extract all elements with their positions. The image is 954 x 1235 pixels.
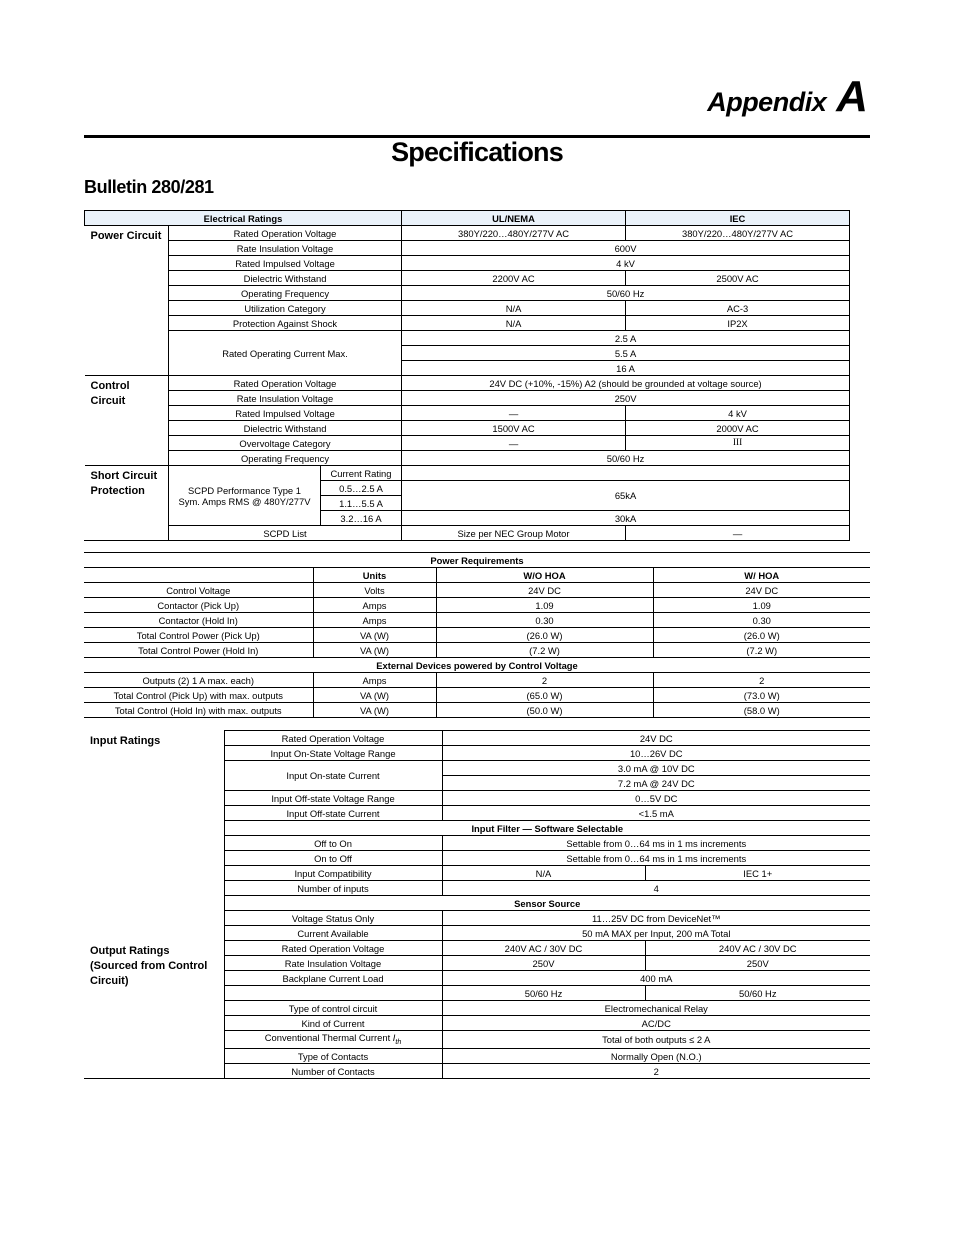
sensor-source-title: Sensor Source (224, 896, 870, 911)
value-cell: 50/60 Hz (442, 986, 645, 1001)
value-cell: N/A (442, 866, 645, 881)
param-cell: Type of Contacts (224, 1049, 442, 1064)
value-cell: 50 mA MAX per Input, 200 mA Total (442, 926, 870, 941)
value-cell: 50/60 Hz (645, 986, 870, 1001)
wo-hoa-cell: 2 (436, 673, 653, 688)
scpd-performance-cell (169, 466, 321, 526)
ul-cell: Size per NEC Group Motor (402, 526, 626, 541)
param-cell: Rated Operating Current Max. (169, 331, 402, 376)
iec-cell: — (626, 526, 850, 541)
param-cell: Off to On (224, 836, 442, 851)
w-hoa-cell: 1.09 (653, 598, 870, 613)
wo-hoa-cell: (26.0 W) (436, 628, 653, 643)
param-cell: SCPD List (169, 526, 402, 541)
iec-cell: AC-3 (626, 301, 850, 316)
col-header-units: Units (313, 568, 436, 583)
table-row (84, 731, 870, 746)
param-cell: Current Available (224, 926, 442, 941)
range-cell: 0.5…2.5 A (321, 481, 402, 496)
table-row (85, 286, 850, 301)
param-cell: Contactor (Pick Up) (84, 598, 313, 613)
external-devices-title: External Devices powered by Control Voltage (84, 658, 870, 673)
w-hoa-cell: (73.0 W) (653, 688, 870, 703)
param-cell: Rate Insulation Voltage (224, 956, 442, 971)
param-cell: Rated Operation Voltage (224, 731, 442, 746)
output-ratings-label: Output Ratings (Sourced from Control Circuit) (84, 941, 224, 1079)
value-cell: Total of both outputs ≤ 2 A (442, 1031, 870, 1049)
value-cell: 24V DC (442, 731, 870, 746)
electrical-ratings-table (84, 210, 850, 541)
appendix-word: Appendix (707, 87, 827, 117)
param-cell: Rated Operation Voltage (169, 376, 402, 391)
table-row (84, 688, 870, 703)
value-cell: 30kA (402, 511, 850, 526)
table-row (85, 391, 850, 406)
table-row (84, 628, 870, 643)
w-hoa-cell: 24V DC (653, 583, 870, 598)
wo-hoa-cell: (50.0 W) (436, 703, 653, 718)
param-cell: Rate Insulation Voltage (169, 241, 402, 256)
value-cell: 240V AC / 30V DC (442, 941, 645, 956)
table-header-row (84, 553, 870, 568)
w-hoa-cell: 0.30 (653, 613, 870, 628)
thermal-symbol-sub: th (395, 1038, 402, 1046)
thermal-symbol (392, 1031, 402, 1046)
param-cell: Rated Impulsed Voltage (169, 256, 402, 271)
value-cell: 250V (442, 956, 645, 971)
appendix-heading (707, 72, 868, 122)
scpd-line-1: SCPD Performance Type 1 (188, 484, 301, 496)
w-hoa-cell: (26.0 W) (653, 628, 870, 643)
units-cell: VA (W) (313, 703, 436, 718)
current-rating-label: Current Rating (321, 466, 402, 481)
units-cell: VA (W) (313, 643, 436, 658)
param-cell: Total Control Power (Hold In) (84, 643, 313, 658)
units-cell: Volts (313, 583, 436, 598)
value-cell: 240V AC / 30V DC (645, 941, 870, 956)
col-header-iec: IEC (626, 211, 850, 226)
appendix-letter: A (836, 72, 868, 121)
value-cell: AC/DC (442, 1016, 870, 1031)
param-cell: Rated Operation Voltage (224, 941, 442, 956)
value-cell: 24V DC (+10%, -15%) A2 (should be grounded at voltage source) (402, 376, 850, 391)
value-cell: 2.5 A (402, 331, 850, 346)
table-row (84, 598, 870, 613)
table-header-row (84, 658, 870, 673)
value-cell: 4 (442, 881, 870, 896)
ul-cell: N/A (402, 301, 626, 316)
empty-cell (84, 568, 313, 583)
col-header-ul: UL/NEMA (402, 211, 626, 226)
value-cell: 5.5 A (402, 346, 850, 361)
table-header-row (84, 568, 870, 583)
param-cell: Number of inputs (224, 881, 442, 896)
param-cell: Voltage Status Only (224, 911, 442, 926)
w-hoa-cell: (58.0 W) (653, 703, 870, 718)
iec-cell: 380Y/220…480Y/277V AC (626, 226, 850, 241)
table-row (85, 451, 850, 466)
value-cell: IEC 1+ (645, 866, 870, 881)
ul-cell: 2200V AC (402, 271, 626, 286)
input-filter-title: Input Filter — Software Selectable (224, 821, 870, 836)
value-cell: 600V (402, 241, 850, 256)
value-cell: Normally Open (N.O.) (442, 1049, 870, 1064)
power-requirements-title: Power Requirements (84, 553, 870, 568)
io-ratings-table (84, 730, 870, 1079)
power-circuit-label: Power Circuit (85, 226, 169, 376)
table-row (85, 256, 850, 271)
table-row (85, 376, 850, 391)
param-cell: Kind of Current (224, 1016, 442, 1031)
param-cell: Total Control (Pick Up) with max. outputs (84, 688, 313, 703)
table-row (84, 703, 870, 718)
param-cell: Total Control (Hold In) with max. outputs (84, 703, 313, 718)
scpd-line-2: Sym. Amps RMS @ 480Y/277V (178, 495, 311, 507)
iec-cell: III (626, 436, 850, 451)
units-cell: VA (W) (313, 688, 436, 703)
table-bottom-rule (84, 1078, 870, 1079)
iec-cell: 2000V AC (626, 421, 850, 436)
value-cell: Electromechanical Relay (442, 1001, 870, 1016)
ul-cell: N/A (402, 316, 626, 331)
thermal-label: Conventional Thermal Current (264, 1031, 393, 1043)
table-bottom-rule (84, 540, 849, 541)
value-cell: 400 mA (442, 971, 870, 986)
section-title: Bulletin 280/281 (84, 177, 214, 197)
param-cell: Operating Frequency (169, 286, 402, 301)
wo-hoa-cell: 1.09 (436, 598, 653, 613)
value-cell: 11…25V DC from DeviceNet™ (442, 911, 870, 926)
param-cell: Rate Insulation Voltage (169, 391, 402, 406)
units-cell: Amps (313, 613, 436, 628)
ul-cell: 1500V AC (402, 421, 626, 436)
ul-cell: — (402, 436, 626, 451)
table-row (85, 241, 850, 256)
control-circuit-label: Control Circuit (85, 376, 169, 466)
units-cell: Amps (313, 598, 436, 613)
param-cell: Type of control circuit (224, 1001, 442, 1016)
empty-cell (224, 986, 442, 1001)
range-cell: 3.2…16 A (321, 511, 402, 526)
value-cell: 50/60 Hz (402, 451, 850, 466)
table-row (85, 226, 850, 241)
table-row (85, 436, 850, 451)
table-row (85, 271, 850, 286)
param-cell: Input Off-state Voltage Range (224, 791, 442, 806)
param-cell: Input Off-state Current (224, 806, 442, 821)
value-cell: 50/60 Hz (402, 286, 850, 301)
units-cell: VA (W) (313, 628, 436, 643)
value-cell: Settable from 0…64 ms in 1 ms increments (442, 851, 870, 866)
col-header-electrical: Electrical Ratings (85, 211, 402, 226)
power-requirements-table (84, 552, 870, 718)
wo-hoa-cell: (7.2 W) (436, 643, 653, 658)
value-cell: 4 kV (402, 256, 850, 271)
param-cell: Rated Operation Voltage (169, 226, 402, 241)
table-row (85, 466, 850, 481)
table-row (85, 331, 850, 346)
param-cell: Dielectric Withstand (169, 271, 402, 286)
iec-cell: 2500V AC (626, 271, 850, 286)
value-cell: 2 (442, 1064, 870, 1079)
table-row (84, 643, 870, 658)
table-row (84, 673, 870, 688)
value-cell: 65kA (402, 481, 850, 511)
wo-hoa-cell: 0.30 (436, 613, 653, 628)
param-cell: Protection Against Shock (169, 316, 402, 331)
value-cell: 10…26V DC (442, 746, 870, 761)
param-cell: Backplane Current Load (224, 971, 442, 986)
table-row (84, 941, 870, 956)
value-cell: Settable from 0…64 ms in 1 ms increments (442, 836, 870, 851)
param-cell: Input On-state Current (224, 761, 442, 791)
param-cell: Utilization Category (169, 301, 402, 316)
param-cell: Contactor (Hold In) (84, 613, 313, 628)
param-cell: Operating Frequency (169, 451, 402, 466)
table-row (85, 526, 850, 541)
param-cell: Control Voltage (84, 583, 313, 598)
ul-cell: — (402, 406, 626, 421)
page-title: Specifications (391, 137, 563, 167)
ul-cell: 380Y/220…480Y/277V AC (402, 226, 626, 241)
param-cell: On to Off (224, 851, 442, 866)
iec-cell: 4 kV (626, 406, 850, 421)
input-ratings-label: Input Ratings (84, 731, 224, 941)
param-cell (224, 1031, 442, 1049)
table-row (84, 583, 870, 598)
param-cell: Input On-State Voltage Range (224, 746, 442, 761)
param-cell: Outputs (2) 1 A max. each) (84, 673, 313, 688)
range-cell: 1.1…5.5 A (321, 496, 402, 511)
thermal-symbol-letter: I (392, 1031, 396, 1043)
units-cell: Amps (313, 673, 436, 688)
param-cell: Input Compatibility (224, 866, 442, 881)
value-cell: 3.0 mA @ 10V DC (442, 761, 870, 776)
table-row (85, 421, 850, 436)
table-row (85, 316, 850, 331)
short-circuit-label: Short Circuit Protection (85, 466, 169, 541)
param-cell: Dielectric Withstand (169, 421, 402, 436)
param-cell: Overvoltage Category (169, 436, 402, 451)
value-cell: 250V (402, 391, 850, 406)
wo-hoa-cell: (65.0 W) (436, 688, 653, 703)
value-cell: <1.5 mA (442, 806, 870, 821)
w-hoa-cell: 2 (653, 673, 870, 688)
param-cell: Rated Impulsed Voltage (169, 406, 402, 421)
value-cell: 250V (645, 956, 870, 971)
col-header-w-hoa: W/ HOA (653, 568, 870, 583)
w-hoa-cell: (7.2 W) (653, 643, 870, 658)
col-header-wo-hoa: W/O HOA (436, 568, 653, 583)
empty-cell (402, 466, 850, 481)
value-cell: 0…5V DC (442, 791, 870, 806)
iec-cell: IP2X (626, 316, 850, 331)
value-cell: 16 A (402, 361, 850, 376)
param-cell: Number of Contacts (224, 1064, 442, 1079)
table-row (85, 301, 850, 316)
table-header-row (85, 211, 850, 226)
wo-hoa-cell: 24V DC (436, 583, 653, 598)
value-cell: 7.2 mA @ 24V DC (442, 776, 870, 791)
param-cell: Total Control Power (Pick Up) (84, 628, 313, 643)
table-row (85, 406, 850, 421)
table-row (84, 613, 870, 628)
